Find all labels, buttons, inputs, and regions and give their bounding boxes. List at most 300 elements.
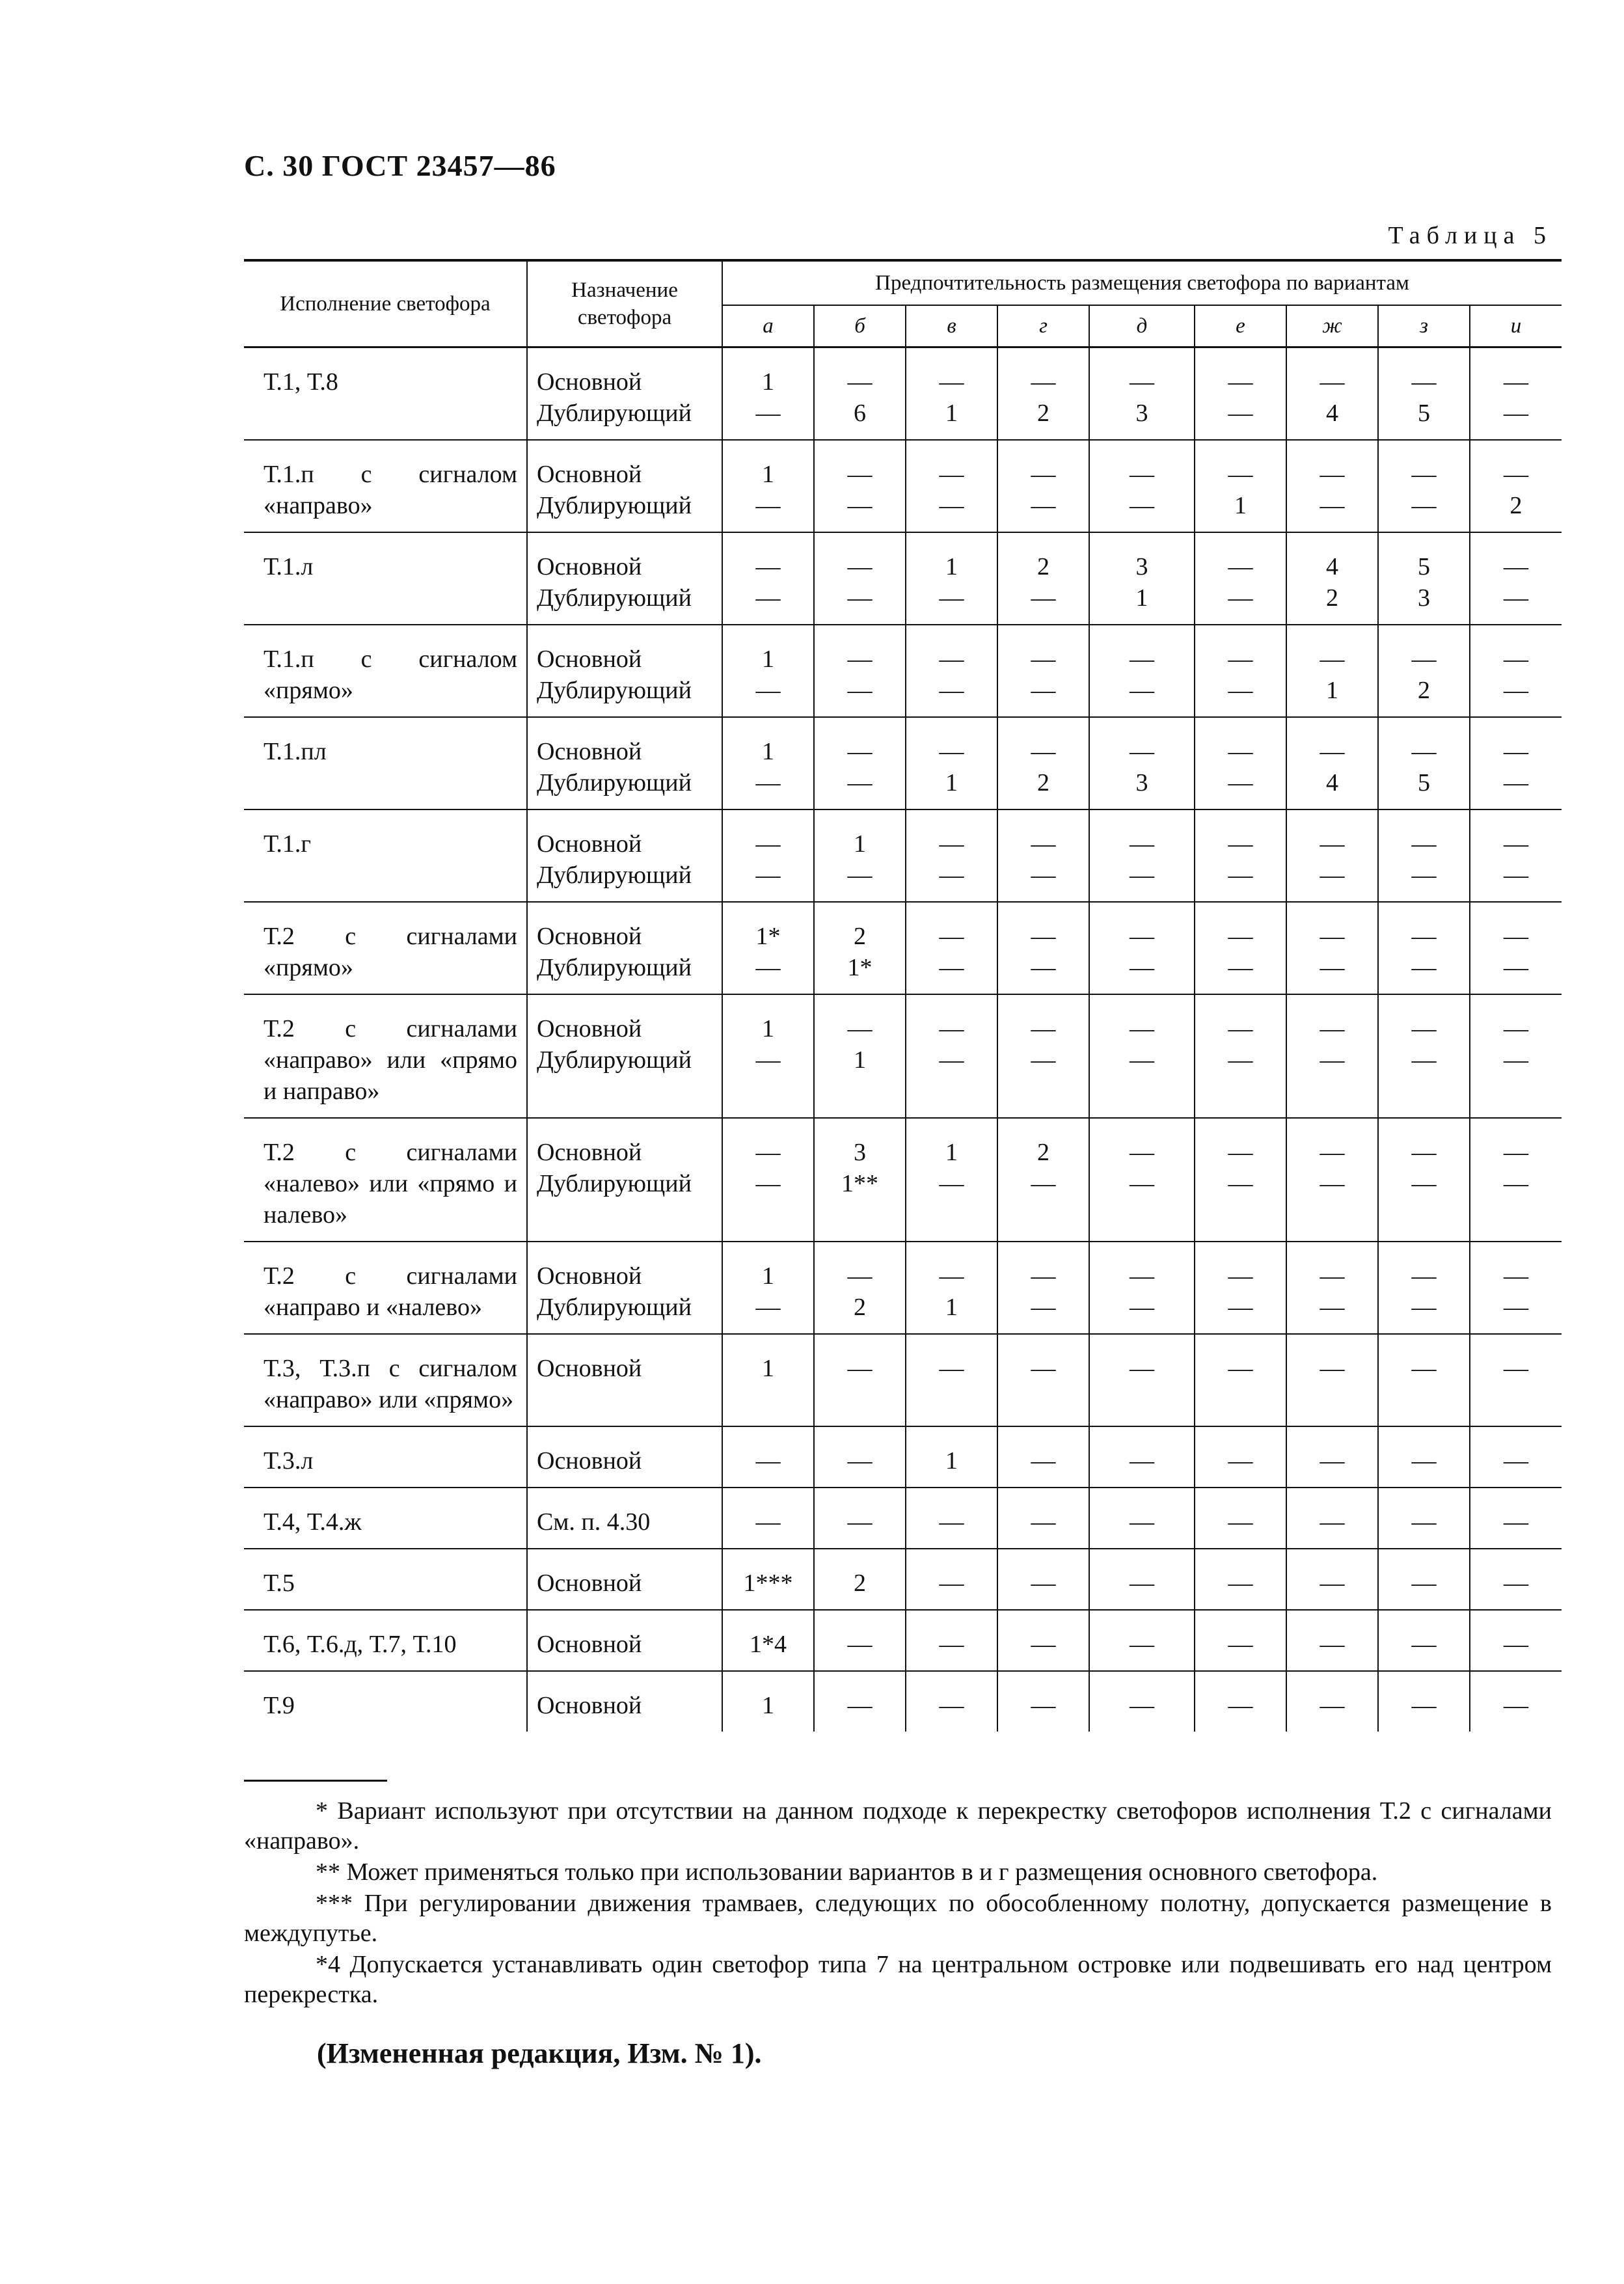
- variant-value: —: [1228, 400, 1253, 427]
- variant-value: 4: [1326, 400, 1338, 427]
- variant-value: —: [1504, 954, 1528, 981]
- variant-value: —: [1228, 584, 1253, 612]
- variant-value-cell: [1378, 1118, 1470, 1242]
- purpose-line: Дублирующий: [537, 1294, 692, 1321]
- purpose-cell: [527, 809, 722, 902]
- variant-value: 3: [1135, 769, 1148, 796]
- signal-type-cell: Т.3, Т.3.п с сигналом «направо» или «прямо»: [244, 1334, 527, 1426]
- variant-value-cell: [814, 440, 906, 532]
- variant-value-cell: [1286, 1118, 1378, 1242]
- variant-value-cell: [906, 532, 997, 625]
- variant-value: —: [1411, 1015, 1437, 1042]
- variant-value: —: [1411, 492, 1437, 519]
- variant-value: —: [847, 1355, 873, 1382]
- purpose-line: Дублирующий: [537, 400, 692, 427]
- variant-value: —: [1228, 1508, 1253, 1536]
- table-row: [244, 809, 1562, 902]
- variant-value: —: [1504, 769, 1528, 796]
- purpose-line: Дублирующий: [537, 1170, 692, 1197]
- col-header-preference: Предпочтительность размещения светофора по вариантам: [722, 260, 1562, 305]
- variant-value: —: [1320, 1170, 1345, 1197]
- variant-value: —: [939, 646, 964, 673]
- variant-value: —: [1504, 584, 1528, 612]
- variant-value: —: [755, 1447, 781, 1475]
- variant-value-cell: [1378, 717, 1470, 809]
- variant-value-cell: [1378, 1610, 1470, 1671]
- variant-value: —: [1411, 1355, 1437, 1382]
- purpose-line: Основной: [537, 830, 642, 858]
- variant-value: —: [847, 553, 873, 580]
- variant-value: —: [1504, 461, 1528, 488]
- variant-value: 2: [1037, 400, 1049, 427]
- variant-value: 3: [1135, 553, 1148, 580]
- variant-value: —: [1504, 368, 1528, 396]
- variant-value-cell: [1195, 1242, 1286, 1334]
- variant-value: —: [1130, 368, 1154, 396]
- variant-header: в: [906, 305, 997, 347]
- variant-value: —: [1411, 1262, 1437, 1290]
- variant-value-cell: [997, 347, 1089, 441]
- variant-value: 1: [945, 1447, 958, 1475]
- variant-value: —: [1031, 646, 1056, 673]
- variant-value: —: [1504, 738, 1528, 765]
- variant-value-cell: [997, 1118, 1089, 1242]
- variant-value-cell: [1286, 717, 1378, 809]
- variant-value-cell: [1470, 1242, 1562, 1334]
- variant-value: —: [1411, 923, 1437, 950]
- variant-value: 1**: [841, 1170, 878, 1197]
- purpose-cell: [527, 440, 722, 532]
- variant-value: —: [1130, 738, 1154, 765]
- variant-value-cell: [814, 1671, 906, 1732]
- variant-value: —: [1504, 1508, 1528, 1536]
- edition-note: (Измененная редакция, Изм. № 1).: [317, 2037, 762, 2069]
- variant-value: —: [1031, 1294, 1056, 1321]
- variant-value: —: [1411, 862, 1437, 889]
- variant-value: —: [1031, 1570, 1056, 1597]
- variant-value: —: [1228, 368, 1253, 396]
- purpose-line: Основной: [537, 1262, 642, 1290]
- variant-value-cell: [1089, 1426, 1195, 1488]
- variant-value: 1: [762, 646, 774, 673]
- variant-value: 2: [854, 1294, 866, 1321]
- purpose-cell: [527, 625, 722, 717]
- variant-value-cell: [814, 532, 906, 625]
- purpose-line: См. п. 4.30: [537, 1508, 651, 1536]
- variant-value: —: [1031, 584, 1056, 612]
- variant-value: —: [1130, 954, 1154, 981]
- purpose-line: Основной: [537, 1692, 642, 1719]
- variant-value: 2: [1037, 553, 1049, 580]
- variant-value: —: [939, 1355, 964, 1382]
- variant-value-cell: [997, 1242, 1089, 1334]
- purpose-line: Основной: [537, 553, 642, 580]
- table-row: [244, 440, 1562, 532]
- variant-value-cell: [722, 625, 814, 717]
- variant-value-cell: [814, 1549, 906, 1610]
- variant-value-cell: [1089, 532, 1195, 625]
- variant-value: —: [1504, 1631, 1528, 1658]
- variant-value-cell: [1089, 347, 1195, 441]
- table-row: [244, 1671, 1562, 1732]
- variant-value: —: [755, 400, 781, 427]
- variant-value: 1: [945, 1294, 958, 1321]
- variant-value: —: [755, 584, 781, 612]
- variant-value-cell: [1470, 717, 1562, 809]
- variant-value-cell: [1470, 809, 1562, 902]
- variant-value: —: [755, 830, 781, 858]
- variant-value: —: [1320, 1631, 1345, 1658]
- variant-value: 1: [1135, 584, 1148, 612]
- variant-value: 3: [1418, 584, 1430, 612]
- variant-value: —: [1130, 1015, 1154, 1042]
- variant-value-cell: [722, 532, 814, 625]
- variant-value-cell: [1195, 625, 1286, 717]
- table-row: [244, 717, 1562, 809]
- variant-value: —: [939, 368, 964, 396]
- variant-value: —: [939, 862, 964, 889]
- variant-value: 1: [1326, 677, 1338, 704]
- variant-value: —: [1504, 1692, 1528, 1719]
- variant-value: —: [1504, 1355, 1528, 1382]
- purpose-cell: [527, 1488, 722, 1549]
- variant-value: —: [1411, 368, 1437, 396]
- variant-value: 4: [1326, 553, 1338, 580]
- purpose-line: Основной: [537, 1570, 642, 1597]
- variant-value: —: [1031, 492, 1056, 519]
- variant-value: —: [1504, 677, 1528, 704]
- variant-value-cell: [1378, 1549, 1470, 1610]
- variant-value: 2: [1037, 1139, 1049, 1166]
- variant-value: —: [1031, 738, 1056, 765]
- variant-value-cell: [1470, 440, 1562, 532]
- variant-value: —: [1130, 1692, 1154, 1719]
- variant-value-cell: [814, 994, 906, 1118]
- signal-type-cell: Т.2 с сигналами «налево» или «прямо и налево»: [244, 1118, 527, 1242]
- variant-header: а: [722, 305, 814, 347]
- variant-value: —: [1130, 1447, 1154, 1475]
- purpose-line: Дублирующий: [537, 1046, 692, 1074]
- variant-value: —: [939, 677, 964, 704]
- variant-value: —: [1320, 954, 1345, 981]
- variant-value: —: [1228, 1170, 1253, 1197]
- variant-value-cell: [1195, 440, 1286, 532]
- variant-value: —: [1504, 1170, 1528, 1197]
- variant-value: —: [1228, 646, 1253, 673]
- purpose-line: Основной: [537, 923, 642, 950]
- variant-value: —: [1228, 954, 1253, 981]
- variant-value-cell: [1195, 717, 1286, 809]
- variant-value: —: [755, 769, 781, 796]
- variant-value-cell: [1089, 1671, 1195, 1732]
- variant-value: —: [1504, 1570, 1528, 1597]
- purpose-cell: [527, 1549, 722, 1610]
- variant-value-cell: [814, 902, 906, 994]
- variant-value: —: [755, 1046, 781, 1074]
- variant-value: 1: [762, 1355, 774, 1382]
- variant-value-cell: [1195, 1426, 1286, 1488]
- variant-value: 2: [1509, 492, 1522, 519]
- table-row: [244, 1488, 1562, 1549]
- variant-value-cell: [722, 1671, 814, 1732]
- variant-value: 3: [854, 1139, 866, 1166]
- table-row: [244, 1426, 1562, 1488]
- variant-value-cell: [1286, 625, 1378, 717]
- signal-type-cell: Т.4, Т.4.ж: [244, 1488, 527, 1549]
- variant-value: —: [847, 769, 873, 796]
- variant-value-cell: [1286, 902, 1378, 994]
- purpose-line: Основной: [537, 1447, 642, 1475]
- variant-value: —: [939, 584, 964, 612]
- table-row: [244, 1242, 1562, 1334]
- variant-value-cell: [1378, 809, 1470, 902]
- variant-value: —: [847, 1692, 873, 1719]
- footnote-divider: [244, 1780, 387, 1782]
- variant-value: —: [1031, 923, 1056, 950]
- variant-value: —: [939, 492, 964, 519]
- variant-value-cell: [1470, 1671, 1562, 1732]
- variant-value-cell: [1378, 902, 1470, 994]
- purpose-line: Основной: [537, 1139, 642, 1166]
- signal-type-cell: Т.1.п с сигналом «прямо»: [244, 625, 527, 717]
- variant-value: —: [1130, 492, 1154, 519]
- variant-value-cell: [1470, 347, 1562, 441]
- variant-value: —: [1130, 1631, 1154, 1658]
- variant-value: —: [755, 492, 781, 519]
- signal-type-cell: Т.1, Т.8: [244, 347, 527, 441]
- purpose-cell: [527, 1334, 722, 1426]
- variant-value: —: [1411, 1631, 1437, 1658]
- variant-value-cell: [814, 1610, 906, 1671]
- variant-value: 4: [1326, 769, 1338, 796]
- variant-value: —: [1228, 862, 1253, 889]
- variant-value-cell: [1195, 1118, 1286, 1242]
- variant-value: —: [1320, 1015, 1345, 1042]
- variant-value-cell: [1195, 532, 1286, 625]
- variant-value: —: [1130, 1508, 1154, 1536]
- variant-value-cell: [997, 440, 1089, 532]
- signal-type-cell: Т.1.п с сигналом «направо»: [244, 440, 527, 532]
- variant-value: —: [1130, 461, 1154, 488]
- variant-value-cell: [722, 809, 814, 902]
- variant-value: —: [847, 1015, 873, 1042]
- variant-value: —: [1130, 1262, 1154, 1290]
- signal-type-cell: Т.3.л: [244, 1426, 527, 1488]
- variant-value: —: [847, 584, 873, 612]
- variant-value-cell: [1195, 347, 1286, 441]
- variant-value: —: [1031, 461, 1056, 488]
- variant-value: 1*: [755, 923, 781, 950]
- variant-value: —: [1031, 1631, 1056, 1658]
- purpose-line: Основной: [537, 1355, 642, 1382]
- purpose-cell: [527, 1671, 722, 1732]
- variant-value-cell: [1286, 1426, 1378, 1488]
- variant-value: —: [1411, 646, 1437, 673]
- variant-header: з: [1378, 305, 1470, 347]
- table-row: [244, 532, 1562, 625]
- variant-value: —: [755, 954, 781, 981]
- variant-value-cell: [1470, 1549, 1562, 1610]
- variant-value: —: [1504, 400, 1528, 427]
- variant-value-cell: [997, 532, 1089, 625]
- variant-value: 1*: [847, 954, 873, 981]
- variant-value: —: [1228, 769, 1253, 796]
- variant-value-cell: [1470, 994, 1562, 1118]
- variant-value-cell: [814, 717, 906, 809]
- variant-value: —: [1031, 677, 1056, 704]
- variant-value-cell: [722, 1488, 814, 1549]
- variant-value: —: [1411, 954, 1437, 981]
- variant-value: —: [1320, 368, 1345, 396]
- purpose-cell: [527, 1610, 722, 1671]
- variant-value: 1: [945, 553, 958, 580]
- variant-value-cell: [906, 994, 997, 1118]
- variant-value: —: [1130, 923, 1154, 950]
- variant-value: —: [1130, 830, 1154, 858]
- variant-value-cell: [906, 1488, 997, 1549]
- variant-value-cell: [1286, 1549, 1378, 1610]
- variant-value-cell: [1470, 625, 1562, 717]
- variant-value-cell: [1470, 1334, 1562, 1426]
- variant-value-cell: [906, 1671, 997, 1732]
- table-row: [244, 902, 1562, 994]
- variant-value-cell: [722, 1610, 814, 1671]
- variant-value: —: [1130, 1570, 1154, 1597]
- variant-value-cell: [722, 1334, 814, 1426]
- variant-value: 1: [1234, 492, 1247, 519]
- variant-value-cell: [1470, 1610, 1562, 1671]
- variant-value-cell: [1286, 1488, 1378, 1549]
- footnote: *** При регулировании движения трамваев, следующих по обособленному полотну, допускается размещение в междупутье.: [244, 1890, 1552, 1947]
- variant-value-cell: [997, 1488, 1089, 1549]
- variant-value-cell: [1195, 1334, 1286, 1426]
- variant-value: —: [1504, 646, 1528, 673]
- variant-value: 1: [762, 461, 774, 488]
- purpose-line: Дублирующий: [537, 954, 692, 981]
- variant-value-cell: [1470, 902, 1562, 994]
- footnote: *4 Допускается устанавливать один светофор типа 7 на центральном островке или подвешивать его над центром перекрестка.: [244, 1951, 1552, 2008]
- variant-value-cell: [1089, 1242, 1195, 1334]
- variant-header: е: [1195, 305, 1286, 347]
- variant-value: —: [1411, 1046, 1437, 1074]
- variant-value-cell: [722, 1426, 814, 1488]
- variant-value-cell: [1195, 1488, 1286, 1549]
- variant-value: —: [847, 368, 873, 396]
- variant-header: д: [1089, 305, 1195, 347]
- variant-value: —: [1031, 1447, 1056, 1475]
- variant-value-cell: [1286, 532, 1378, 625]
- variant-value-cell: [906, 440, 997, 532]
- variant-value: 1***: [743, 1570, 793, 1597]
- variant-value-cell: [1195, 1610, 1286, 1671]
- variant-value: —: [1228, 1294, 1253, 1321]
- variant-value-cell: [906, 1426, 997, 1488]
- variant-value-cell: [1378, 347, 1470, 441]
- table-row: [244, 994, 1562, 1118]
- variant-value: —: [1130, 862, 1154, 889]
- variant-value: —: [939, 954, 964, 981]
- variant-value: —: [1411, 738, 1437, 765]
- variant-value-cell: [1286, 809, 1378, 902]
- variant-value-cell: [1286, 1242, 1378, 1334]
- variant-value: —: [1320, 1692, 1345, 1719]
- variant-value: —: [1320, 1294, 1345, 1321]
- purpose-line: Основной: [537, 368, 642, 396]
- variant-value-cell: [722, 717, 814, 809]
- variant-value-cell: [1286, 1671, 1378, 1732]
- variant-value: —: [1504, 1262, 1528, 1290]
- variant-value: —: [847, 862, 873, 889]
- variant-value: —: [847, 1262, 873, 1290]
- variant-value: —: [1411, 1170, 1437, 1197]
- variant-value-cell: [1089, 902, 1195, 994]
- variant-value: —: [1504, 830, 1528, 858]
- variant-value: —: [1411, 1294, 1437, 1321]
- footnote: ** Может применяться только при использовании вариантов в и г размещения основного светофора.: [316, 1858, 1378, 1886]
- variant-value-cell: [722, 347, 814, 441]
- variant-value: 2: [854, 1570, 866, 1597]
- variant-value-cell: [814, 347, 906, 441]
- variant-value: —: [1130, 1046, 1154, 1074]
- variant-value: —: [939, 1508, 964, 1536]
- variant-value: —: [1411, 1570, 1437, 1597]
- signal-placement-table: [244, 259, 1562, 1732]
- variant-value-cell: [1089, 994, 1195, 1118]
- signal-type-cell: Т.2 с сигналами «прямо»: [244, 902, 527, 994]
- purpose-cell: [527, 1426, 722, 1488]
- variant-value-cell: [1286, 347, 1378, 441]
- purpose-line: Основной: [537, 461, 642, 488]
- variant-value-cell: [906, 1610, 997, 1671]
- variant-value: —: [755, 1508, 781, 1536]
- variant-value: 1: [762, 1692, 774, 1719]
- variant-value: —: [1411, 461, 1437, 488]
- variant-value-cell: [997, 1671, 1089, 1732]
- variant-value-cell: [814, 809, 906, 902]
- variant-value: 1: [762, 738, 774, 765]
- variant-value: —: [1411, 830, 1437, 858]
- variant-value-cell: [997, 1334, 1089, 1426]
- variant-value: 1: [854, 830, 866, 858]
- variant-value-cell: [1470, 1426, 1562, 1488]
- purpose-cell: [527, 1118, 722, 1242]
- col-header-type: Исполнение светофора: [244, 260, 527, 347]
- variant-value-cell: [1470, 532, 1562, 625]
- variant-value: —: [939, 1570, 964, 1597]
- signal-type-cell: Т.1.г: [244, 809, 527, 902]
- variant-value-cell: [997, 1610, 1089, 1671]
- variant-value-cell: [1378, 1242, 1470, 1334]
- variant-value: —: [1320, 646, 1345, 673]
- variant-value: —: [1228, 1262, 1253, 1290]
- variant-value: —: [1320, 923, 1345, 950]
- variant-value: —: [1228, 738, 1253, 765]
- purpose-cell: [527, 1242, 722, 1334]
- variant-value-cell: [906, 717, 997, 809]
- variant-value: 2: [1418, 677, 1430, 704]
- variant-value-cell: [1089, 1549, 1195, 1610]
- signal-type-cell: Т.2 с сигналами «направо» или «прямо и направо»: [244, 994, 527, 1118]
- variant-value-cell: [722, 1242, 814, 1334]
- variant-value: 1: [945, 400, 958, 427]
- variant-value: 1: [854, 1046, 866, 1074]
- variant-value: —: [755, 553, 781, 580]
- variant-value: —: [1411, 1508, 1437, 1536]
- variant-value: —: [1130, 646, 1154, 673]
- purpose-line: Основной: [537, 1631, 642, 1658]
- variant-value: 1: [945, 1139, 958, 1166]
- variant-value: 5: [1418, 769, 1430, 796]
